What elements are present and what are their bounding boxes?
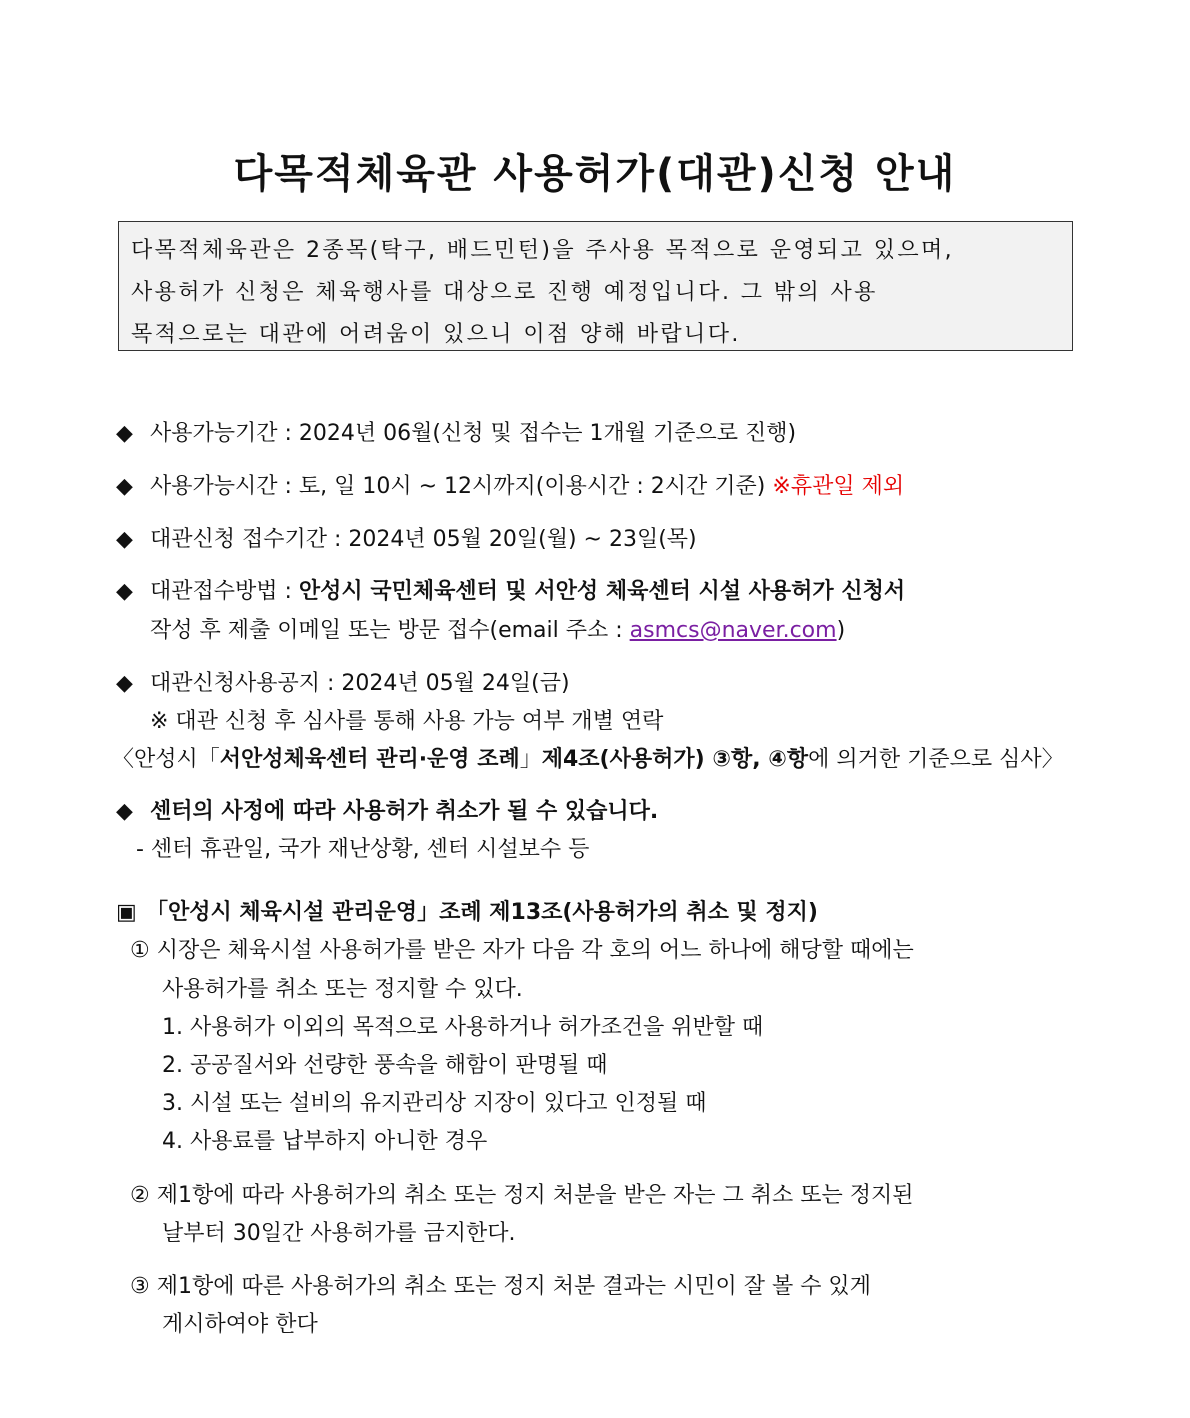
ordinance-heading-row xyxy=(116,898,818,928)
period-text: 사용가능기간 : 2024년 06월(신청 및 접수는 1개월 기준으로 진행) xyxy=(150,421,797,446)
announce-note: ※ 대관 신청 후 심사를 통해 사용 가능 여부 개별 연락 xyxy=(150,709,664,734)
criteria-prefix: 〈안성시「 xyxy=(112,747,220,772)
item-method-line2 xyxy=(150,616,845,646)
criteria-line xyxy=(112,745,1064,775)
ordinance-sub-item: 1. 사용허가 이외의 목적으로 사용하거나 허가조건을 위반할 때 xyxy=(162,1015,764,1040)
cancel-heading: 센터의 사정에 따라 사용허가 취소가 될 수 있습니다. xyxy=(150,799,659,824)
ordinance-p2-line2: 날부터 30일간 사용허가를 금지한다. xyxy=(162,1221,516,1246)
item-time xyxy=(116,472,904,502)
notice-line: 사용허가 신청은 체육행사를 대상으로 진행 예정입니다. 그 밖의 사용 xyxy=(131,280,878,305)
item-period xyxy=(116,419,796,449)
square-bullet-icon: ▣ xyxy=(116,900,137,925)
ordinance-sub-item: 2. 공공질서와 선량한 풍속을 해함이 판명될 때 xyxy=(162,1053,608,1078)
diamond-bullet-icon: ◆ xyxy=(116,527,133,552)
notice-line: 목적으로는 대관에 어려움이 있으니 이점 양해 바랍니다. xyxy=(131,322,741,347)
criteria-mid: 」 xyxy=(519,747,542,772)
method-submit-text: 작성 후 제출 이메일 또는 방문 접수(email 주소 : xyxy=(150,618,630,643)
criteria-suffix: 에 의거한 기준으로 심사〉 xyxy=(808,747,1064,772)
apply-period-text: 대관신청 접수기간 : 2024년 05월 20일(월) ~ 23일(목) xyxy=(150,527,697,552)
diamond-bullet-icon: ◆ xyxy=(116,579,133,604)
ordinance-sub-item: 4. 사용료를 납부하지 아니한 경우 xyxy=(162,1129,488,1154)
method-form-name: 안성시 국민체육센터 및 서안성 체육센터 시설 사용허가 신청서 xyxy=(298,579,906,604)
item-announce xyxy=(116,669,570,699)
method-label: 대관접수방법 : xyxy=(150,579,299,604)
announce-text: 대관신청사용공지 : 2024년 05월 24일(금) xyxy=(150,671,570,696)
cancel-detail: - 센터 휴관일, 국가 재난상황, 센터 시설보수 등 xyxy=(136,837,590,862)
diamond-bullet-icon: ◆ xyxy=(116,799,133,824)
ordinance-p1-line2: 사용허가를 취소 또는 정지할 수 있다. xyxy=(162,977,523,1002)
method-close-paren: ) xyxy=(836,618,846,643)
notice-line: 다목적체육관은 2종목(탁구, 배드민턴)을 주사용 목적으로 운영되고 있으며, xyxy=(131,238,955,263)
diamond-bullet-icon: ◆ xyxy=(116,474,133,499)
page-title: 다목적체육관 사용허가(대관)신청 안내 xyxy=(233,151,957,197)
closed-day-note: ※휴관일 제외 xyxy=(772,474,905,499)
ordinance-p2-line1: ② 제1항에 따라 사용허가의 취소 또는 정지 처분을 받은 자는 그 취소 또는 정지된 xyxy=(130,1183,914,1208)
ordinance-p3-line2: 게시하여야 한다 xyxy=(162,1312,318,1337)
item-method xyxy=(116,577,905,607)
time-text: 사용가능시간 : 토, 일 10시 ~ 12시까지(이용시간 : 2시간 기준) xyxy=(150,474,773,499)
item-apply-period xyxy=(116,525,697,555)
notice-box xyxy=(118,221,1073,351)
ordinance-heading: 「안성시 체육시설 관리운영」조례 제13조(사용허가의 취소 및 정지) xyxy=(146,900,818,925)
criteria-article: 제4조(사용허가) ③항, ④항 xyxy=(541,747,809,772)
criteria-ordinance: 서안성체육센터 관리·운영 조례 xyxy=(219,747,520,772)
ordinance-p3-line1: ③ 제1항에 따른 사용허가의 취소 또는 정지 처분 결과는 시민이 잘 볼 수 있게 xyxy=(130,1274,871,1299)
email-link[interactable]: asmcs@naver.com xyxy=(629,618,837,643)
ordinance-sub-item: 3. 시설 또는 설비의 유지관리상 지장이 있다고 인정될 때 xyxy=(162,1091,707,1116)
ordinance-p1-line1: ① 시장은 체육시설 사용허가를 받은 자가 다음 각 호의 어느 하나에 해당할 때에는 xyxy=(130,938,914,963)
diamond-bullet-icon: ◆ xyxy=(116,421,133,446)
cancel-heading-row xyxy=(116,797,658,827)
diamond-bullet-icon: ◆ xyxy=(116,671,133,696)
